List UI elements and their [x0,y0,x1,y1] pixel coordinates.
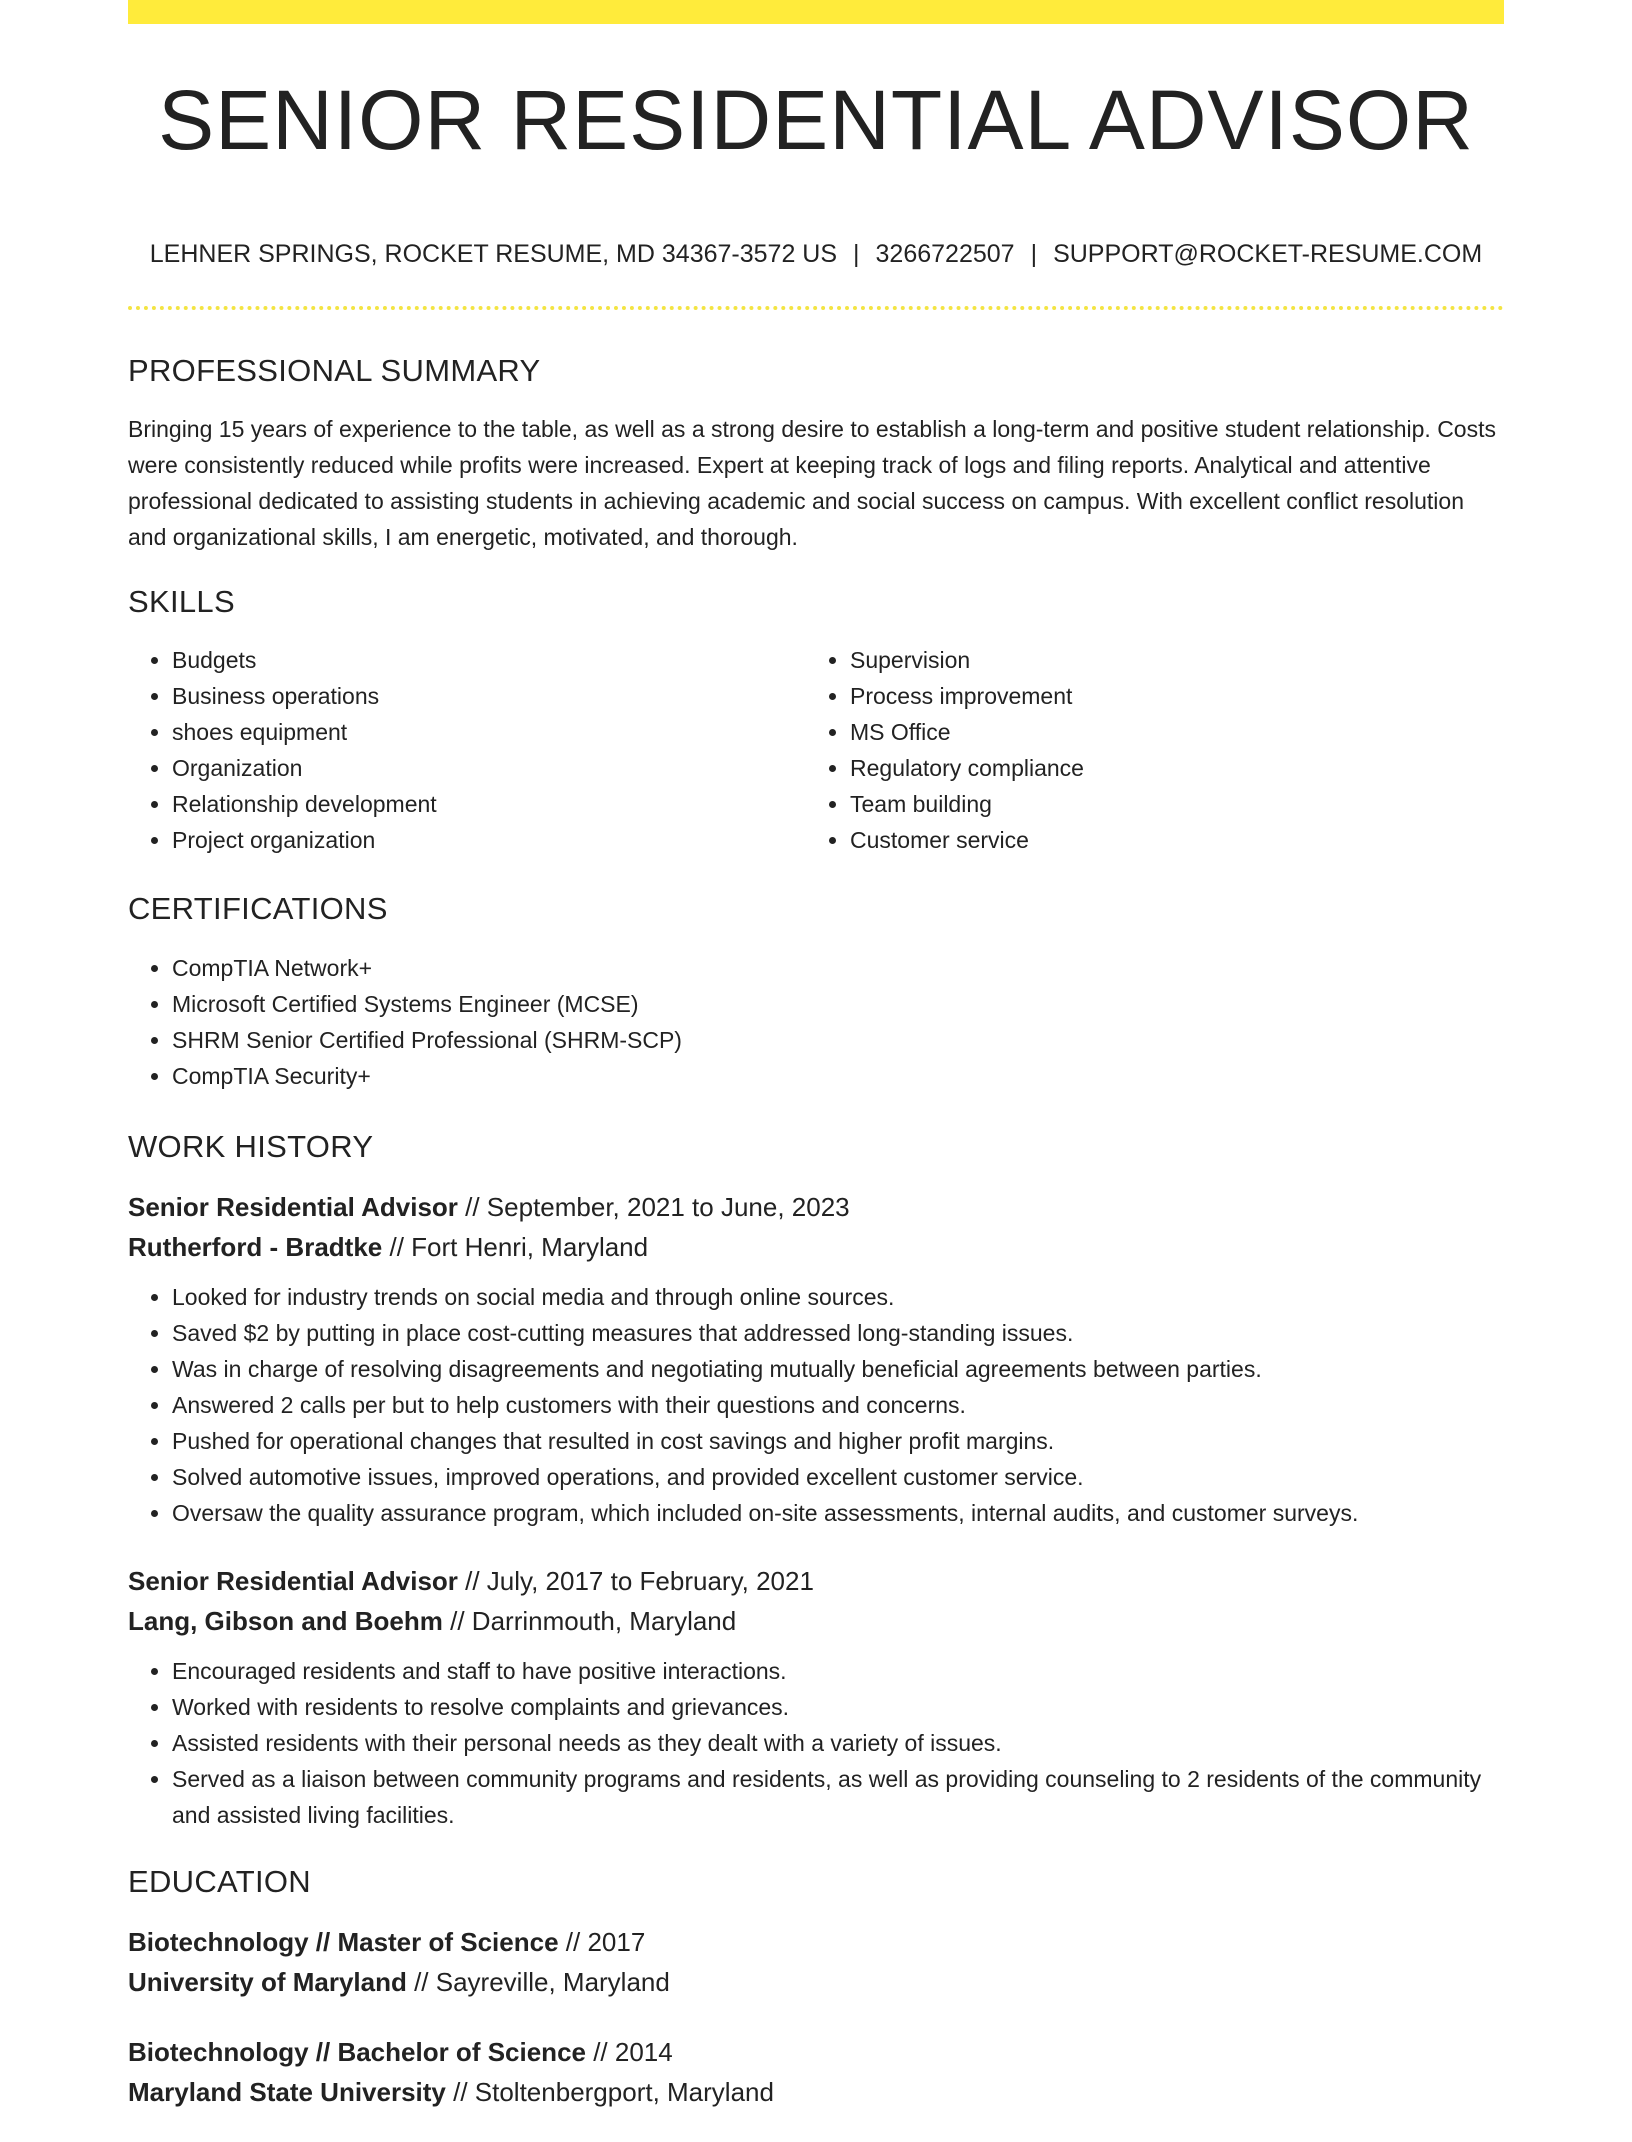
school-location: // Stoltenbergport, Maryland [445,2076,774,2107]
accent-bar [128,0,1504,24]
skill-item: • Team building [850,786,1484,822]
job-dates: // September, 2021 to June, 2023 [457,1191,850,1222]
job-company: Rutherford - Bradtke [128,1231,383,1262]
school: University of Maryland [128,1966,407,1997]
skill-item: • MS Office [850,714,1484,750]
job-bullet: • Encouraged residents and staff to have positive interactions. [172,1653,1504,1689]
job-title: Senior Residential Advisor [128,1191,458,1222]
skills-column-left [128,642,806,858]
job-bullets [128,1653,1504,1833]
skill-item: • Process improvement [850,678,1484,714]
certifications-list [128,950,1504,1094]
job-location: // Fort Henri, Maryland [382,1231,649,1262]
certification-item: • SHRM Senior Certified Professional (SHRM-SCP) [172,1022,1504,1058]
school: Maryland State University [128,2076,446,2107]
job-entry [128,1187,1504,1531]
page-title: SENIOR RESIDENTIAL ADVISOR [158,73,1474,167]
certification-item: • CompTIA Network+ [172,950,1504,986]
certification-item: • CompTIA Security+ [172,1058,1504,1094]
job-bullet: • Served as a liaison between community programs and residents, as well as providing counseling to 2 residents of the community and assisted living facilities. [172,1761,1504,1833]
skill-item: • Organization [172,750,806,786]
contact-separator: | [853,240,860,268]
job-title: Senior Residential Advisor [128,1565,458,1596]
degree-year: // 2014 [585,2036,673,2067]
skill-item: • Project organization [172,822,806,858]
job-company-line [128,1227,1504,1267]
job-company-line [128,1601,1504,1641]
skill-item: • Budgets [172,642,806,678]
summary-heading: PROFESSIONAL SUMMARY [128,353,541,388]
job-bullet: • Pushed for operational changes that resulted in cost savings and higher profit margins. [172,1423,1504,1459]
school-location: // Sayreville, Maryland [406,1966,670,1997]
job-bullet: • Looked for industry trends on social media and through online sources. [172,1279,1504,1315]
job-title-line [128,1561,1504,1601]
contact-separator: | [1030,240,1038,268]
job-company: Lang, Gibson and Boehm [128,1605,443,1636]
skill-item: • shoes equipment [172,714,806,750]
job-location: // Darrinmouth, Maryland [442,1605,737,1636]
education-heading: EDUCATION [128,1863,311,1899]
job-bullets [128,1279,1504,1531]
degree: Biotechnology // Master of Science [128,1926,559,1957]
job-bullet: • Oversaw the quality assurance program, which included on-site assessments, internal audits, and customer surveys. [172,1495,1504,1531]
dotted-divider [128,306,1504,310]
school-line [128,1962,1504,2002]
skill-item: • Regulatory compliance [850,750,1484,786]
job-bullet: • Saved $2 by putting in place cost-cutting measures that addressed long-standing issues. [172,1315,1504,1351]
school-line [128,2072,1504,2112]
skills-list [128,642,1504,858]
degree: Biotechnology // Bachelor of Science [128,2036,586,2067]
job-bullet: • Answered 2 calls per but to help customers with their questions and concerns. [172,1387,1504,1423]
resume-body [128,352,1504,2142]
contact-email: SUPPORT@ROCKET-RESUME.COM [1053,240,1483,268]
contact-address: LEHNER SPRINGS, ROCKET RESUME, MD 34367-3572 US [149,240,838,268]
work-history-heading: WORK HISTORY [128,1128,374,1164]
contact-phone: 3266722507 [875,240,1015,268]
skills-column-right [806,642,1484,858]
skill-item: • Relationship development [172,786,806,822]
skill-item: • Customer service [850,822,1484,858]
degree-year: // 2017 [558,1926,646,1957]
job-dates: // July, 2017 to February, 2021 [457,1565,814,1596]
skill-item: • Supervision [850,642,1484,678]
degree-line [128,1922,1504,1962]
degree-line [128,2032,1504,2072]
certifications-heading: CERTIFICATIONS [128,891,388,927]
job-bullet: • Worked with residents to resolve complaints and grievances. [172,1689,1504,1725]
skills-heading: SKILLS [128,584,235,620]
summary-text: Bringing 15 years of experience to the table, as well as a strong desire to establish a long-term and positive student relationship. Costs were consistently reduced while profits were increased. Expert at keeping track of logs and filing reports. Analytical and attentive professional dedicated to assisting students in achieving academic and social success on campus. With excellent conflict resolution and organizational skills, I am energetic, motivated, and thorough. [128,416,1496,551]
job-bullet: • Assisted residents with their personal needs as they dealt with a variety of issues. [172,1725,1504,1761]
education-entry [128,2032,1504,2112]
education-entry [128,1922,1504,2002]
certification-item: • Microsoft Certified Systems Engineer (MCSE) [172,986,1504,1022]
job-title-line [128,1187,1504,1227]
job-bullet: • Was in charge of resolving disagreements and negotiating mutually beneficial agreements between parties. [172,1351,1504,1387]
job-bullet: • Solved automotive issues, improved operations, and provided excellent customer service. [172,1459,1504,1495]
job-entry [128,1561,1504,1833]
contact-line [128,240,1504,269]
skill-item: • Business operations [172,678,806,714]
